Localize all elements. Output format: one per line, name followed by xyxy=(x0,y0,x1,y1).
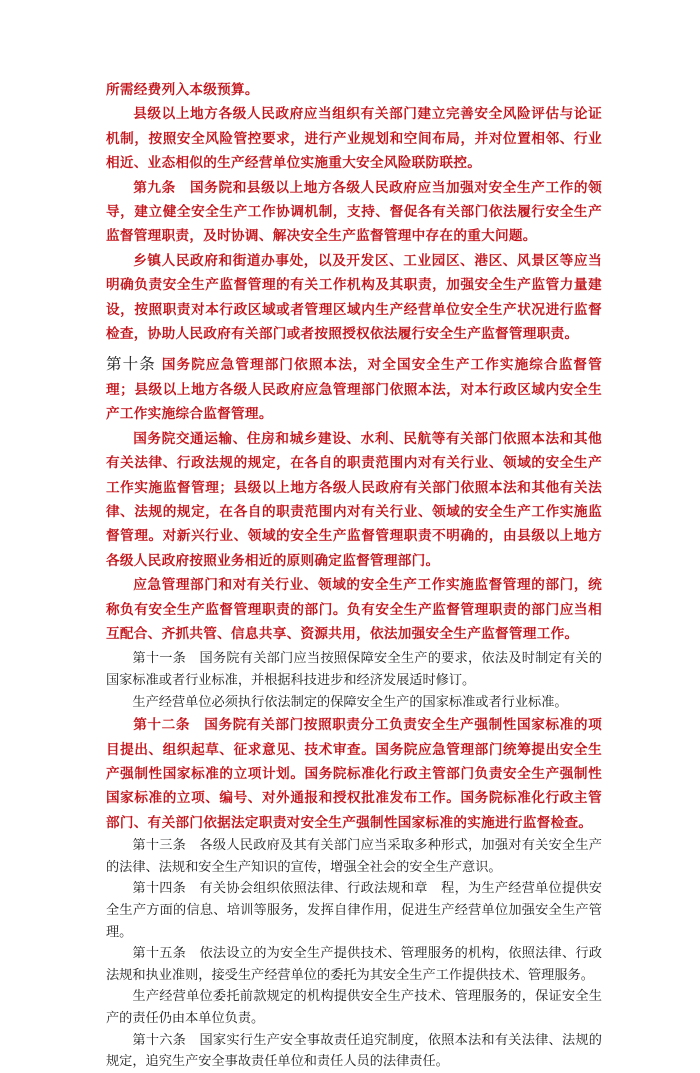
article-12: 第十二条 国务院有关部门按照职责分工负责安全生产强制性国家标准的项目提出、组织起草、征求意见、技术审查。国务院应急管理部门统筹提出安全生产强制性国家标准的立项计划。国务院标准化行政主管部门负责安全生产强制性国家标准的立项、编号、对外通报和授权批准发布工作。国务院标准化行政主管部门、有关部门依据法定职责对安全生产强制性国家标准的实施进行监督检查。 xyxy=(106,717,602,831)
article-14: 第十四条 有关协会组织依照法律、行政法规和章 程，为生产经营单位提供安全生产方面的信息、培训等服务，发挥自律作用，促进生产经营单位加强安全生产管理。 xyxy=(106,881,602,940)
paragraph-risk-assessment: 县级以上地方各级人民政府应当组织有关部门建立完善安全风险评估与论证机制，按照安全风险管控要求，进行产业规划和空间布局，并对位置相邻、行业相近、业态相似的生产经营单位实施重大安全风险联防联控。 xyxy=(106,106,602,172)
article-10-heading: 第十条 xyxy=(106,355,156,374)
article-13: 第十三条 各级人民政府及其有关部门应当采取多种形式，加强对有关安全生产的法律、法规和安全生产知识的宣传，增强全社会的安全生产意识。 xyxy=(106,838,602,875)
paragraph-budget-tail: 所需经费列入本级预算。 xyxy=(106,82,259,98)
paragraph-township-supervision: 乡镇人民政府和街道办事处，以及开发区、工业园区、港区、风景区等应当明确负责安全生产监督管理的有关工作机构及其职责，加强安全生产监管力量建设，按照职责对本行政区域或者管理区域内生产经营单位安全生产状况进行监督检查，协助人民政府有关部门或者按照授权依法履行安全生产监督管理职责。 xyxy=(106,252,602,343)
paragraph-entrusted-agency: 生产经营单位委托前款规定的机构提供安全生产技术、管理服务的，保证安全生产的责任仍由本单位负责。 xyxy=(106,989,602,1026)
article-9: 第九条 国务院和县级以上地方各级人民政府应当加强对安全生产工作的领导，建立健全安全生产工作协调机制，支持、督促各有关部门依法履行安全生产监督管理职责，及时协调、解决安全生产监督管理中存在的重大问题。 xyxy=(106,179,602,245)
article-10 xyxy=(106,352,602,426)
article-15: 第十五条 依法设立的为安全生产提供技术、管理服务的机构，依照法律、行政法规和执业准则，接受生产经营单位的委托为其安全生产工作提供技术、管理服务。 xyxy=(106,946,602,983)
paragraph-departments-supervision: 国务院交通运输、住房和城乡建设、水利、民航等有关部门依照本法和其他有关法律、行政法规的规定，在各自的职责范围内对有关行业、领域的安全生产工作实施监督管理；县级以上地方各级人民政府有关部门依照本法和其他有关法律、法规的规定，在各自的职责范围内对有关行业、领域的安全生产工作实施监督管理。对新兴行业、领域的安全生产监督管理职责不明确的，由县级以上地方各级人民政府按照业务相近的原则确定监督管理部门。 xyxy=(106,430,602,569)
article-10-text: 国务院应急管理部门依照本法，对全国安全生产工作实施综合监督管理；县级以上地方各级人民政府应急管理部门依照本法，对本行政区域内安全生产工作实施综合监督管理。 xyxy=(106,357,603,423)
paragraph-execute-standards: 生产经营单位必须执行依法制定的保障安全生产的国家标准或者行业标准。 xyxy=(132,694,568,710)
article-16: 第十六条 国家实行生产安全事故责任追究制度，依照本法和有关法律、法规的规定，追究生产安全事故责任单位和责任人员的法律责任。 xyxy=(106,1032,602,1070)
article-11: 第十一条 国务院有关部门应当按照保障安全生产的要求，依法及时制定有关的国家标准或者行业标准，并根据科技进步和经济发展适时修订。 xyxy=(106,651,602,688)
paragraph-emergency-management: 应急管理部门和对有关行业、领域的安全生产工作实施监督管理的部门，统称负有安全生产监督管理职责的部门。负有安全生产监督管理职责的部门应当相互配合、齐抓共管、信息共享、资源共用，依法加强安全生产监督管理工作。 xyxy=(106,577,602,642)
document-body xyxy=(106,78,602,1073)
